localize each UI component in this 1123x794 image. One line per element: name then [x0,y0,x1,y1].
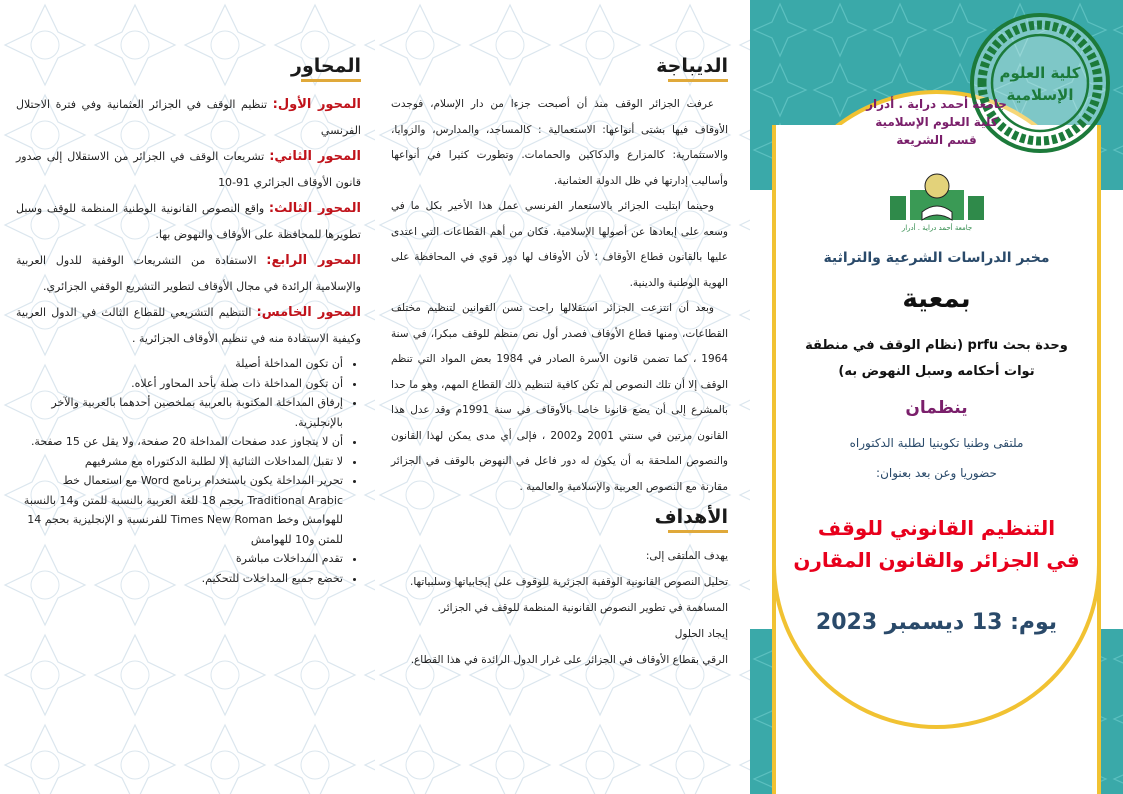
goal-item: إيجاد الحلول [674,628,728,640]
preamble-paragraph: عرفت الجزائر الوقف منذ أن أصبحت جزءا من دار الإسلام، فوجدت الأوقاف فيها بشتى أنواعها: الاستعمالية : كالمساجد، والمدارس، والزوايا، والاستثمارية: كالمزارع والدكاكين والحمامات. وتطورت كثيرا في أنواعها وأساليب إدارتها في ظل الدولة العثمانية. [391,98,728,187]
rule-item: • تخضع جميع المداخلات للتحكيم. [16,569,343,589]
submission-rules [16,354,361,588]
axis-item [16,300,361,352]
event-date: يوم: 13 ديسمبر 2023 [815,610,1058,635]
goals-heading: الأهداف [391,506,728,533]
axis-text: تنظيم الوقف في الجزائر العثمانية وفي فترة الاحتلال الفرنسي [16,98,361,137]
preamble-heading: الديباجة [391,55,728,82]
university-name: جامعة أحمد دراية . أدرار [866,97,1007,111]
rule-item: • تحرير المداخلة يكون باستخدام برنامج Word مع استعمال خط Traditional Arabic بحجم 18 للغة العربية بالنسبة للمتن و14 بالنسبة للهوامش وخط Times New Roman للفرنسية و الإنجليزية بحجم 14 للمتن و10 للهوامش [16,471,343,549]
lab-name: مخبر الدراسات الشرعية والتراثية [823,250,1050,266]
goal-item: تحليل النصوص القانونية الوقفية الجزئرية للوقوف على إيجابياتها وسلبياتها. [410,576,728,588]
axis-item [16,196,361,248]
faculty-name: كلية العلوم الإسلامية [875,115,998,129]
forum-line1: ملتقى وطنيا تكوينيا لطلبة الدكتوراه [849,436,1024,450]
axis-item [16,248,361,300]
axes-heading: المحاور [16,55,361,82]
goal-item: المساهمة في تطوير النصوص القانونية المنظمة للوقف في الجزائر. [437,602,728,614]
axis-label: المحور الخامس: [256,305,361,320]
cover-panel [750,0,1123,794]
preamble-paragraph: وحينما ابتليت الجزائر بالاستعمار الفرنسي عمل هذا الأخير بكل ما في وسعه على إبعادها عن أصولها الإسلامية. فكان من أهم القطاعات التي اعتدى عليها بالقانون قطاع الأوقاف ؛ لأن الأوقاف لها دور قوي في المحافظة على الهوية الوطنية والدينية. [391,200,728,289]
axis-text: الاستفادة من التشريعات الوقفية للدول العربية والإسلامية الرائدة في مجال الأوقاف لتطوير التشريع الوقفي الجزائري. [16,254,361,293]
goals-intro: يهدف الملتقى إلى: [645,550,728,562]
axis-item [16,92,361,144]
rule-item: • تقدم المداخلات مباشرة [16,549,343,569]
axis-text: تشريعات الوقف في الجزائر من الاستقلال إلى صدور قانون الأوقاف الجزائري 91-10 [16,150,361,189]
axis-text: واقع النصوص القانونية الوطنية المنظمة للوقف وسبل تطويرها للمحافظة على الأوقاف والنهوض بها. [16,202,361,241]
axis-label: المحور الثاني: [269,149,362,164]
university-logo [882,166,992,232]
with-label: بمعية [902,284,971,314]
axis-label: المحور الأول: [272,97,361,112]
forum-title-line1: التنظيم القانوني للوقف [817,516,1056,540]
forum-line2: حضوريا وعن بعد بعنوان: [876,466,997,480]
svg-text:الإسلامية: الإسلامية [1006,86,1074,104]
axes-panel [0,0,375,794]
axes-list [16,92,361,352]
university-header [750,95,1123,149]
department-name: قسم الشريعة [896,133,977,147]
rule-item: • لا تقبل المداخلات الثنائية إلا لطلبة الدكتوراه مع مشرفيهم [16,452,343,472]
axis-label: المحور الثالث: [268,201,361,216]
forum-title-line2: في الجزائر والقانون المقارن [793,548,1080,572]
rule-item: • أن تكون المداخلة ذات صلة بأحد المحاور أعلاه. [16,374,343,394]
organize-label: ينظمان [905,398,968,418]
axis-item [16,144,361,196]
axis-label: المحور الرابع: [266,253,361,268]
preamble-paragraph: وبعد أن انتزعت الجزائر استقلالها راحت تسن القوانين لتنظيم مختلف القطاعات، ومنها قطاع الأوقاف فصدر أول نص منظم للوقف مبكرا، في سنة 1964 ، كما تضمن قانون الأسرة الصادر في 1984 بعض المواد التي تنظم الوقف إلا أن تلك النصوص لم تكن كافية لتنظيم ذلك القطاع المهم، وهو ما حدا بالمشرع إلى أن يضع قانونا خاصا بالأوقاف في سنة 1991م وقد عدل هذا القانون مرتين في سنتي 2001 و2002 ، فإلى أي مدى يمكن لهذا القانون والنصوص الملحقة به أن يكون له دور فاعل في النهوض بالوقف في الجزائر مقارنة مع النصوص العربية والإسلامية والعالمية . [391,302,728,493]
svg-text:كلية العلوم: كلية العلوم [999,64,1081,82]
axis-text: التنظيم التشريعي للقطاع الثالث في الدول العربية وكيفية الاستفادة منه في تنظيم الأوقاف الجزائرية . [16,306,361,345]
research-unit-line1: وحدة بحث prfu (نظام الوقف في منطقة [805,338,1068,353]
goal-item: الرقي بقطاع الأوقاف في الجزائر على غرار الدول الرائدة في هذا القطاع. [410,654,728,666]
rule-item: • أن لا يتجاوز عدد صفحات المداخلة 20 صفحة، ولا يقل عن 15 صفحة. [16,432,343,452]
rule-item: • أن تكون المداخلة أصيلة [16,354,343,374]
rule-item: • إرفاق المداخلة المكتوبة بالعربية بملخصين أحدهما بالعربية والآخر بالإنجليزية. [16,393,343,432]
research-unit-line2: توات أحكامه وسبل النهوض به) [838,364,1035,379]
preamble-panel [375,0,750,794]
svg-text:جامعة أحمد دراية . أدرار: جامعة أحمد دراية . أدرار [901,224,973,232]
